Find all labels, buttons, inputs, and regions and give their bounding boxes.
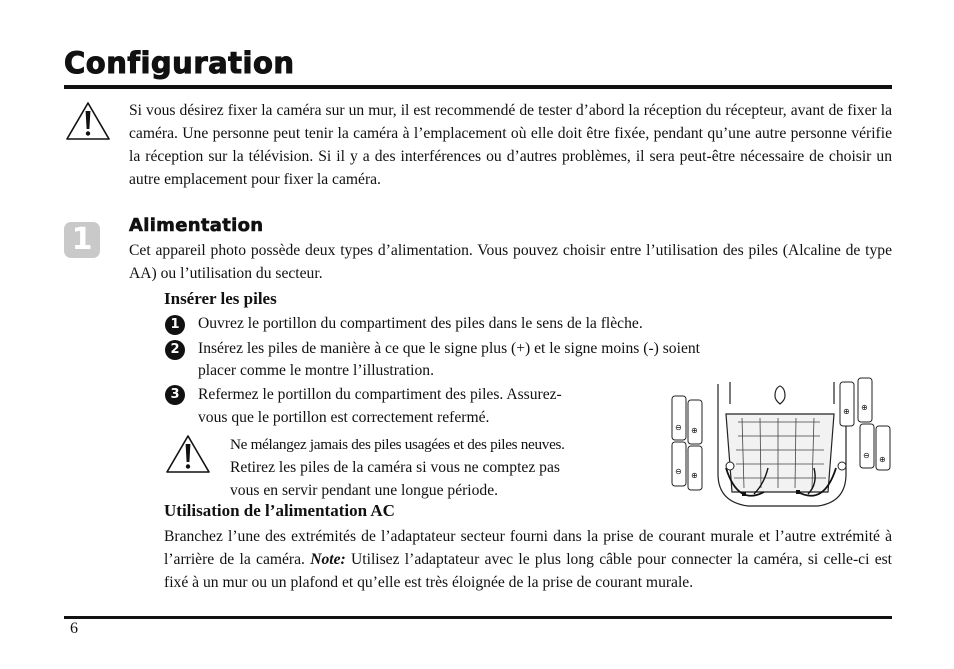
- section-number-badge: 1: [64, 222, 100, 258]
- footer-rule: [64, 616, 892, 619]
- note-label: Note:: [310, 551, 346, 568]
- warning-icon: [164, 433, 212, 475]
- batteries-heading: Insérer les piles: [164, 289, 277, 308]
- battery-warning-line2: Retirez les piles de la caméra si vous ne comptez pas: [230, 459, 560, 476]
- svg-text:⊕: ⊕: [879, 455, 886, 464]
- svg-text:⊕: ⊕: [691, 471, 698, 480]
- step-1-text: Ouvrez le portillon du compartiment des piles dans le sens de la flèche.: [198, 315, 643, 332]
- title-rule: [64, 85, 892, 89]
- battery-warning-line1: Ne mélangez jamais des piles usagées et des piles neuves.: [230, 436, 565, 453]
- step-3-badge: 3: [165, 385, 185, 405]
- ac-text: [164, 525, 892, 594]
- ac-text-before-note: Branchez l’une des extrémités de l’adaptateur secteur fourni dans la prise de courant murale et l’autre extrémité à l’arrière de la caméra.: [164, 528, 892, 568]
- svg-text:⊕: ⊕: [843, 407, 850, 416]
- battery-compartment-illustration: [668, 374, 894, 514]
- page-title: Configuration: [64, 46, 295, 80]
- section-intro-text: Cet appareil photo possède deux types d’alimentation. Vous pouvez choisir entre l’utilisation des piles (Alcaline de type AA) ou l’utilisation du secteur.: [129, 242, 892, 282]
- svg-text:⊕: ⊕: [691, 426, 698, 435]
- ac-heading: Utilisation de l’alimentation AC: [164, 501, 395, 520]
- svg-text:⊖: ⊖: [675, 423, 682, 432]
- svg-text:⊖: ⊖: [675, 467, 682, 476]
- step-1-badge: 1: [165, 315, 185, 335]
- step-3-text-line2: vous que le portillon est correctement refermé.: [198, 409, 490, 426]
- intro-warning-text: Si vous désirez fixer la caméra sur un mur, il est recommendé de tester d’abord la réception du récepteur, avant de fixer la caméra. Une personne peut tenir la caméra à l’emplacement où elle doit être fixée, pendant qu’une autre personne vérifie la réception sur la télévision. Si il y a des interférences ou d’autres problèmes, il sera peut-être nécessaire de choisir un autre emplacement pour fixer la caméra.: [129, 102, 892, 188]
- step-2-text-line1: Insérez les piles de manière à ce que le signe plus (+) et le signe moins (-) soient: [198, 340, 700, 357]
- page-number: 6: [70, 620, 78, 637]
- ac-text-after-note: Utilisez l’adaptateur avec le plus long câble pour connecter la caméra, si celle-ci est fixé à un mur ou un plafond et qu’elle est très éloignée de la prise de courant murale.: [164, 551, 893, 591]
- svg-text:⊖: ⊖: [863, 451, 870, 460]
- step-3-text-line1: Refermez le portillon du compartiment des piles. Assurez-: [198, 386, 562, 403]
- section-heading: Alimentation: [129, 215, 264, 236]
- step-2-badge: 2: [165, 340, 185, 360]
- svg-text:⊕: ⊕: [861, 403, 868, 412]
- warning-icon: [64, 100, 112, 142]
- battery-warning-line3: vous en servir pendant une longue période.: [230, 482, 499, 499]
- step-2-text-line2: placer comme le montre l’illustration.: [198, 362, 434, 379]
